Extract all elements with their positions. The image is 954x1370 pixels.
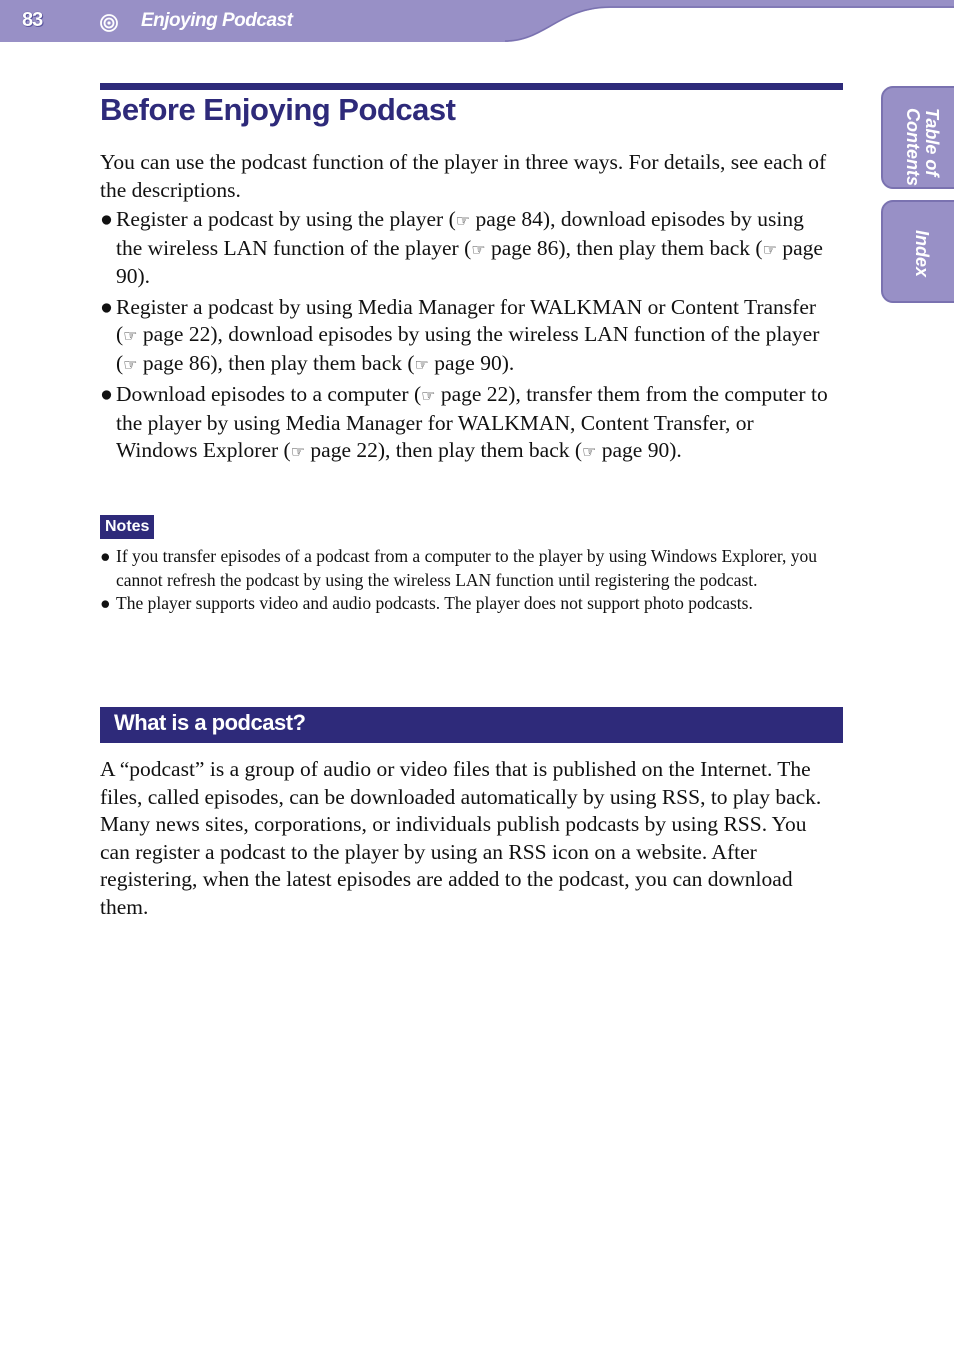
bullet-icon: ● <box>100 207 113 231</box>
bullet-text: Register a podcast by using the player ( <box>116 207 456 231</box>
list-item <box>100 206 835 291</box>
usage-list <box>100 206 835 469</box>
bullet-text: page 90). <box>596 438 682 462</box>
notes-badge: Notes <box>100 515 154 539</box>
bullet-icon: ● <box>100 382 113 406</box>
title-rule <box>100 83 843 90</box>
podcast-icon <box>99 13 119 33</box>
header-title: Enjoying Podcast <box>141 10 293 31</box>
bullet-text: Register a podcast by using Media Manager for WALKMAN or Content Transfer ( <box>116 294 817 346</box>
bullet-text: page 22), download episodes by using the wireless LAN function of the player ( <box>116 322 820 375</box>
list-item <box>100 381 835 466</box>
page-reference-icon[interactable]: ☞ <box>455 211 471 230</box>
note-item <box>100 545 830 592</box>
bullet-text: page 86), then play them back ( <box>137 350 415 375</box>
index-tab[interactable] <box>881 200 954 303</box>
bullet-icon: ● <box>100 294 113 319</box>
table-of-contents-tab[interactable] <box>881 86 954 189</box>
bullet-text: page 84), download episodes by using the wireless LAN function of the player ( <box>116 207 804 260</box>
index-label: Index <box>912 230 932 278</box>
bullet-text: page 22), then play them back ( <box>305 438 583 462</box>
page-title: Before Enjoying Podcast <box>100 92 456 127</box>
page-reference-icon[interactable]: ☞ <box>290 442 306 461</box>
bullet-icon: ● <box>100 546 111 566</box>
section-paragraph: A “podcast” is a group of audio or video files that is published on the Internet. The files, called episodes, can be downloaded automatically by using RSS, to play back. Many news sites, corporations, or individuals publish podcasts by using RSS. You can register a podcast to the player by using an RSS icon on a website. After registering, when the latest episodes are added to the podcast, you can download them. <box>100 757 822 919</box>
page-reference-icon[interactable]: ☞ <box>582 442 597 461</box>
page-reference-icon[interactable]: ☞ <box>123 326 138 345</box>
table-of-contents-label: Table of Contents <box>903 108 942 186</box>
bullet-text: page 86), then play them back ( <box>485 235 763 260</box>
bullet-text: page 90). <box>116 235 823 288</box>
intro-paragraph: You can use the podcast function of the player in three ways. For details, see each of the descriptions. <box>100 150 827 202</box>
bullet-icon: ● <box>100 593 111 613</box>
page-number: 83 <box>22 9 43 31</box>
bullet-text: page 22), transfer them from the computer to the player by using Media Manager for WALKMAN, Content Transfer, or Windows Explorer ( <box>116 382 828 462</box>
page-reference-icon[interactable]: ☞ <box>421 386 436 405</box>
page-reference-icon[interactable]: ☞ <box>414 354 429 374</box>
bullet-text: page 90). <box>428 350 515 375</box>
section-heading: What is a podcast? <box>114 710 306 735</box>
notes-list <box>100 545 830 616</box>
note-item <box>100 592 830 616</box>
section-heading-bar <box>100 707 843 743</box>
page-reference-icon[interactable]: ☞ <box>123 354 138 374</box>
list-item <box>100 294 835 379</box>
bullet-text: Download episodes to a computer ( <box>116 382 422 406</box>
note-text: If you transfer episodes of a podcast from a computer to the player by using Windows Explorer, you cannot refresh the podcast by using the wireless LAN function until registering the podcast. <box>116 546 818 590</box>
page-reference-icon[interactable]: ☞ <box>762 239 777 259</box>
note-text: The player supports video and audio podcasts. The player does not support photo podcasts. <box>116 593 753 613</box>
page-reference-icon[interactable]: ☞ <box>471 239 486 259</box>
